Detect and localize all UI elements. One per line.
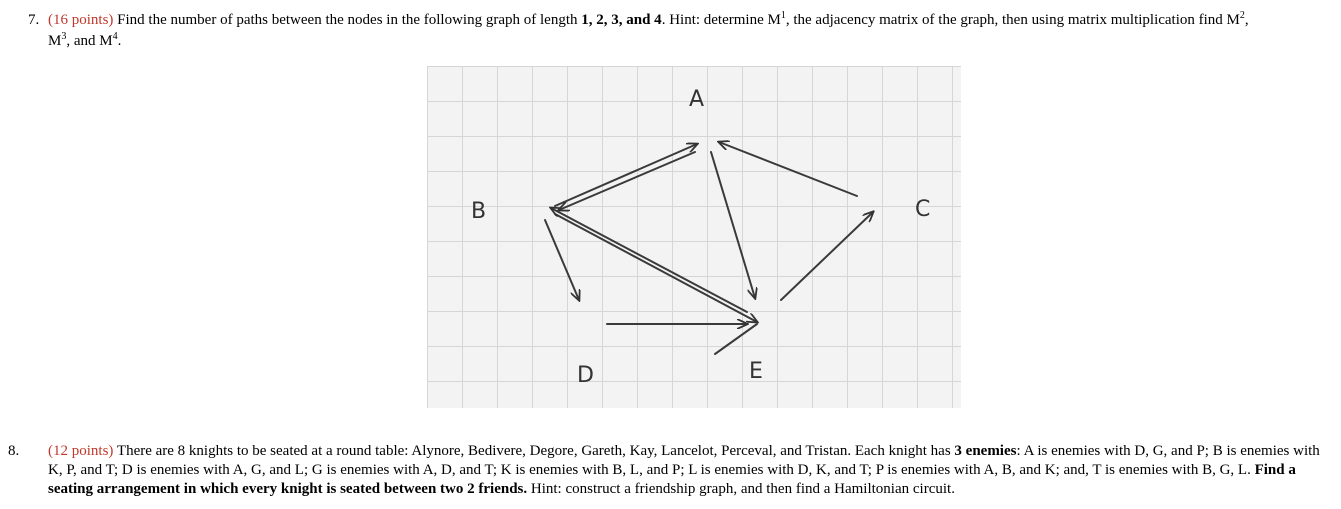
edge-e-tick <box>715 324 757 354</box>
edge-b-to-d <box>545 220 579 300</box>
problem-number: 8. <box>8 443 20 459</box>
path-lengths: 1, 2, 3, and 4 <box>581 12 662 28</box>
edge-c-to-a <box>719 142 857 196</box>
problem-text: , the adjacency matrix of the graph, then using matrix multiplication find M <box>785 12 1240 28</box>
exponent: 4 <box>112 31 118 42</box>
problem-text: M <box>48 33 62 49</box>
exponent: 1 <box>780 10 786 21</box>
problem-text: . <box>117 33 122 49</box>
edge-e-to-b <box>551 208 747 312</box>
graph-drawing <box>427 66 961 408</box>
task-emphasis: Find a seating arrangement in which every knight is seated between two 2 friends. <box>48 462 1296 497</box>
problem-text: . Hint: determine M <box>661 12 781 28</box>
edge-b-to-e <box>555 214 757 322</box>
edge-e-to-c <box>781 212 873 300</box>
problem-text: : A is enemies with D, G, and P; B is enemies with K, P, and T; D is enemies with A, G, and L; G is enemies with A, D, and T; K is enemies with B, L, and P; L is enemies with D, K, and T; P is enemies with A, B, and K; and, T is enemies with B, G, L. <box>48 443 1320 478</box>
edge-a-to-b-return <box>559 152 695 210</box>
problem-7-line-2 <box>28 31 1333 52</box>
problem-text: There are 8 knights to be seated at a round table: Alynore, Bedivere, Degore, Gareth, Kay, Lancelot, Perceval, and Tristan. Each knight has <box>113 443 955 459</box>
exponent: 2 <box>1239 10 1245 21</box>
edge-a-to-e <box>711 152 755 298</box>
node-label-d: D <box>577 363 594 388</box>
node-label-a: A <box>689 87 705 112</box>
problem-text: , and M <box>66 33 113 49</box>
node-label-b: B <box>471 199 487 224</box>
problem-text: Find the number of paths between the nodes in the following graph of length <box>113 12 582 28</box>
node-label-e: E <box>749 359 763 384</box>
problem-8-body <box>8 442 1333 499</box>
problem-7-line-1 <box>28 10 1333 31</box>
problem-text: , <box>1244 12 1249 28</box>
problem-text: Hint: construct a friendship graph, and then find a Hamiltonian circuit. <box>527 481 955 497</box>
problem-points: (12 points) <box>48 443 114 459</box>
enemies-emphasis: 3 enemies <box>954 443 1017 459</box>
problem-number: 7. <box>28 12 40 28</box>
node-label-c: C <box>915 197 931 222</box>
problem-points: (16 points) <box>48 12 114 28</box>
problem-8 <box>8 442 1333 499</box>
graph-figure <box>427 66 961 408</box>
exponent: 3 <box>61 31 67 42</box>
edge-b-to-a <box>555 144 697 206</box>
problem-7 <box>28 10 1333 52</box>
